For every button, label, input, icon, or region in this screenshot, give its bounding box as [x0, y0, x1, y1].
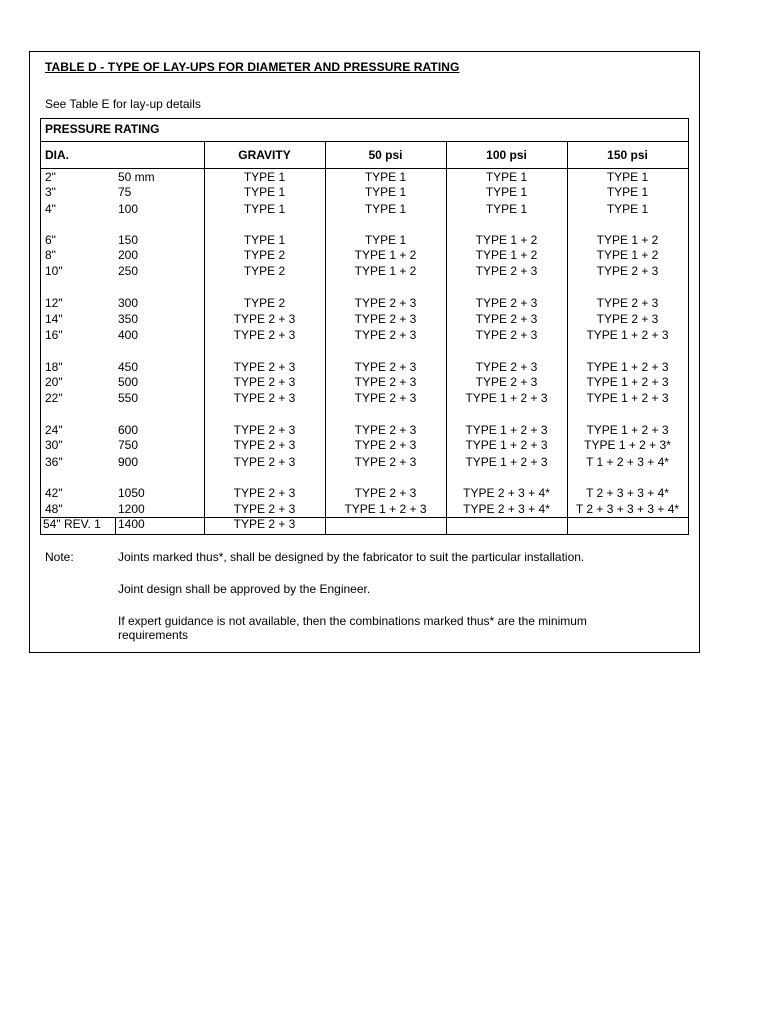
cell-dia-in: 30" — [45, 438, 63, 452]
cell-150psi: T 1 + 2 + 3 + 4* — [586, 455, 669, 469]
cell-100psi: TYPE 2 + 3 — [475, 375, 538, 389]
cell-150psi: TYPE 2 + 3 — [596, 312, 659, 326]
cell-gravity: TYPE 2 + 3 — [233, 455, 296, 469]
cell-150psi: TYPE 1 + 2 — [596, 233, 659, 247]
cell-dia-in: 2" — [45, 170, 56, 184]
cell-dia-mm: 550 — [118, 391, 139, 405]
cell-100psi: TYPE 2 + 3 — [475, 328, 538, 342]
cell-dia-in: 24" — [45, 423, 63, 437]
cell-50psi: TYPE 2 + 3 — [354, 438, 417, 452]
cell-100psi: TYPE 1 + 2 + 3 — [465, 455, 548, 469]
cell-gravity: TYPE 2 + 3 — [233, 360, 296, 374]
cell-100psi: TYPE 2 + 3 — [475, 296, 538, 310]
cell-100psi: TYPE 1 + 2 — [475, 248, 538, 262]
cell-50psi: TYPE 2 + 3 — [354, 328, 417, 342]
cell-dia-mm: 100 — [118, 202, 139, 216]
cell-50psi: TYPE 2 + 3 — [354, 375, 417, 389]
cell-gravity: TYPE 2 + 3 — [233, 502, 296, 516]
cell-dia-mm: 300 — [118, 296, 139, 310]
cell-gravity: TYPE 1 — [243, 233, 286, 247]
cell-dia-in: 54" REV. 1 — [43, 517, 101, 531]
cell-gravity: TYPE 2 — [243, 264, 286, 278]
cell-gravity: TYPE 2 + 3 — [233, 486, 296, 500]
table-column-divider-mm — [115, 517, 116, 534]
cell-dia-in: 18" — [45, 360, 63, 374]
cell-dia-mm: 400 — [118, 328, 139, 342]
cell-100psi: TYPE 2 + 3 + 4* — [463, 486, 550, 500]
cell-gravity: TYPE 2 — [243, 296, 286, 310]
cell-100psi: TYPE 2 + 3 — [475, 360, 538, 374]
note-line-1: Joints marked thus*, shall be designed by the fabricator to suit the particular installation. — [118, 550, 585, 564]
cell-150psi: TYPE 1 + 2 + 3* — [584, 438, 671, 452]
table-title: TABLE D - TYPE OF LAY-UPS FOR DIAMETER AND PRESSURE RATING — [45, 60, 460, 74]
cell-gravity: TYPE 2 + 3 — [233, 328, 296, 342]
cell-gravity: TYPE 2 + 3 — [233, 423, 296, 437]
cell-gravity: TYPE 1 — [243, 170, 286, 184]
cell-dia-mm: 450 — [118, 360, 139, 374]
cell-gravity: TYPE 2 — [243, 248, 286, 262]
cell-50psi: TYPE 1 — [364, 202, 407, 216]
cell-gravity: TYPE 2 + 3 — [233, 438, 296, 452]
cell-50psi: TYPE 2 + 3 — [354, 455, 417, 469]
cell-150psi: TYPE 2 + 3 — [596, 296, 659, 310]
cell-100psi: TYPE 1 — [485, 170, 528, 184]
cell-150psi: TYPE 1 + 2 + 3 — [586, 423, 669, 437]
cell-dia-in: 10" — [45, 264, 63, 278]
cell-dia-in: 22" — [45, 391, 63, 405]
cell-50psi: TYPE 1 — [364, 170, 407, 184]
note-line-2: Joint design shall be approved by the Engineer. — [118, 582, 371, 596]
table-divider-pressure-rating — [40, 141, 689, 142]
cell-150psi: T 2 + 3 + 3 + 4* — [586, 486, 669, 500]
cell-dia-in: 12" — [45, 296, 63, 310]
cell-dia-mm: 600 — [118, 423, 139, 437]
cell-100psi: TYPE 2 + 3 — [475, 264, 538, 278]
cell-dia-mm: 200 — [118, 248, 139, 262]
header-gravity: GRAVITY — [238, 148, 291, 162]
cell-dia-mm: 75 — [118, 185, 132, 199]
cell-50psi: TYPE 1 + 2 + 3 — [344, 502, 427, 516]
cell-100psi: TYPE 1 + 2 + 3 — [465, 423, 548, 437]
cell-dia-in: 3" — [45, 185, 56, 199]
cell-150psi: TYPE 1 + 2 — [596, 248, 659, 262]
cell-dia-mm: 50 mm — [118, 170, 155, 184]
cell-100psi: TYPE 1 + 2 + 3 — [465, 391, 548, 405]
cell-dia-in: 8" — [45, 248, 56, 262]
pressure-rating-label: PRESSURE RATING — [45, 122, 160, 136]
cell-150psi: TYPE 1 + 2 + 3 — [586, 360, 669, 374]
note-line-3: If expert guidance is not available, then the combinations marked thus* are the minimum requirements — [118, 614, 587, 642]
cell-150psi: TYPE 1 — [606, 185, 649, 199]
header-50psi: 50 psi — [368, 148, 403, 162]
cell-gravity: TYPE 2 + 3 — [233, 517, 296, 531]
cell-100psi: TYPE 1 — [485, 202, 528, 216]
cell-gravity: TYPE 1 — [243, 185, 286, 199]
cell-100psi: TYPE 2 + 3 + 4* — [463, 502, 550, 516]
note-label: Note: — [45, 550, 74, 564]
cell-dia-mm: 1200 — [118, 502, 145, 516]
cell-50psi: TYPE 2 + 3 — [354, 486, 417, 500]
table-subtitle: See Table E for lay-up details — [45, 97, 201, 111]
cell-dia-mm: 1400 — [118, 517, 145, 531]
cell-gravity: TYPE 2 + 3 — [233, 375, 296, 389]
table-divider-header — [40, 168, 689, 169]
cell-dia-mm: 250 — [118, 264, 139, 278]
cell-dia-in: 42" — [45, 486, 63, 500]
cell-gravity: TYPE 1 — [243, 202, 286, 216]
cell-dia-in: 20" — [45, 375, 63, 389]
cell-100psi: TYPE 1 — [485, 185, 528, 199]
cell-dia-in: 4" — [45, 202, 56, 216]
cell-50psi: TYPE 1 — [364, 233, 407, 247]
header-150psi: 150 psi — [607, 148, 648, 162]
cell-50psi: TYPE 2 + 3 — [354, 312, 417, 326]
cell-50psi: TYPE 1 + 2 — [354, 264, 417, 278]
cell-150psi: TYPE 1 + 2 + 3 — [586, 375, 669, 389]
cell-50psi: TYPE 2 + 3 — [354, 423, 417, 437]
cell-dia-in: 14" — [45, 312, 63, 326]
cell-dia-mm: 350 — [118, 312, 139, 326]
cell-150psi: T 2 + 3 + 3 + 3 + 4* — [575, 502, 680, 516]
cell-dia-in: 16" — [45, 328, 63, 342]
cell-dia-mm: 750 — [118, 438, 139, 452]
header-100psi: 100 psi — [486, 148, 527, 162]
cell-dia-in: 6" — [45, 233, 56, 247]
cell-dia-mm: 500 — [118, 375, 139, 389]
cell-100psi: TYPE 2 + 3 — [475, 312, 538, 326]
cell-dia-in: 48" — [45, 502, 63, 516]
cell-150psi: TYPE 1 — [606, 170, 649, 184]
cell-150psi: TYPE 1 + 2 + 3 — [586, 328, 669, 342]
header-dia: DIA. — [45, 148, 69, 162]
cell-50psi: TYPE 1 + 2 — [354, 248, 417, 262]
cell-dia-mm: 900 — [118, 455, 139, 469]
cell-dia-in: 36" — [45, 455, 63, 469]
cell-50psi: TYPE 2 + 3 — [354, 360, 417, 374]
cell-100psi: TYPE 1 + 2 — [475, 233, 538, 247]
cell-150psi: TYPE 1 + 2 + 3 — [586, 391, 669, 405]
cell-100psi: TYPE 1 + 2 + 3 — [465, 438, 548, 452]
cell-gravity: TYPE 2 + 3 — [233, 312, 296, 326]
cell-150psi: TYPE 1 — [606, 202, 649, 216]
cell-dia-mm: 150 — [118, 233, 139, 247]
cell-50psi: TYPE 2 + 3 — [354, 296, 417, 310]
cell-50psi: TYPE 1 — [364, 185, 407, 199]
cell-gravity: TYPE 2 + 3 — [233, 391, 296, 405]
cell-50psi: TYPE 2 + 3 — [354, 391, 417, 405]
cell-dia-mm: 1050 — [118, 486, 145, 500]
cell-150psi: TYPE 2 + 3 — [596, 264, 659, 278]
